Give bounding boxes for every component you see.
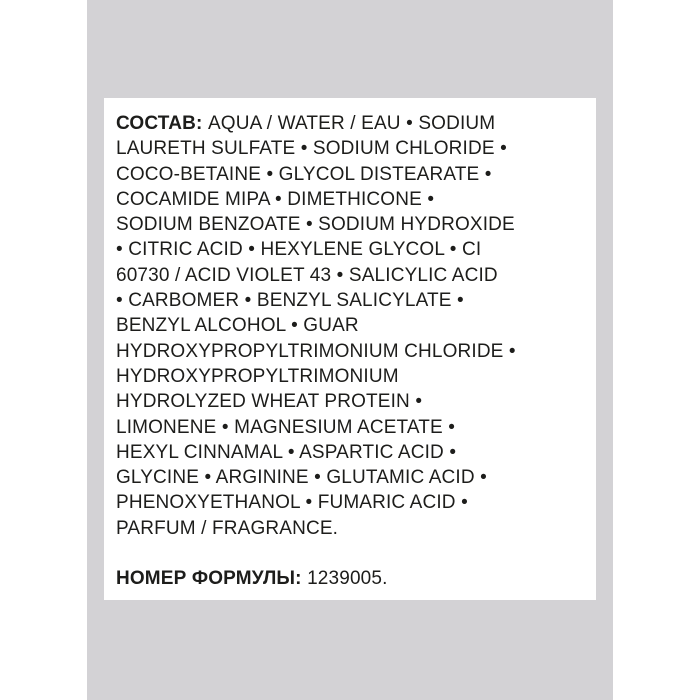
ingredients-line: COCAMIDE MIPA • DIMETHICONE • xyxy=(116,188,435,210)
ingredients-line: PHENOXYETHANOL • FUMARIC ACID • xyxy=(116,492,468,514)
ingredients-line: PARFUM / FRAGRANCE. xyxy=(116,517,339,539)
section-spacer xyxy=(116,541,591,566)
ingredients-line xyxy=(116,111,591,136)
ingredients-line: GLYCINE • ARGININE • GLUTAMIC ACID • xyxy=(116,467,487,489)
ingredients-text xyxy=(116,111,591,592)
ingredients-line: • CARBOMER • BENZYL SALICYLATE • xyxy=(116,290,464,312)
ingredients-line: HYDROLYZED WHEAT PROTEIN • xyxy=(116,391,423,413)
ingredients-line: 60730 / ACID VIOLET 43 • SALICYLIC ACID xyxy=(116,264,498,286)
ingredients-line: HEXYL CINNAMAL • ASPARTIC ACID • xyxy=(116,441,457,463)
ingredients-line: COCO-BETAINE • GLYCOL DISTEARATE • xyxy=(116,163,492,185)
ingredients-line: LIMONENE • MAGNESIUM ACETATE • xyxy=(116,416,456,438)
ingredients-line: HYDROXYPROPYLTRIMONIUM xyxy=(116,365,399,387)
ingredients-line: SODIUM BENZOATE • SODIUM HYDROXIDE xyxy=(116,214,515,236)
ingredients-line: HYDROXYPROPYLTRIMONIUM CHLORIDE • xyxy=(116,340,516,362)
formula-number: 1239005. xyxy=(301,568,388,590)
ingredients-label xyxy=(104,98,596,600)
ingredients-line-text: AQUA / WATER / EAU • SODIUM xyxy=(202,113,496,134)
ingredients-line: • CITRIC ACID • HEXYLENE GLYCOL • CI xyxy=(116,239,482,261)
formula-line xyxy=(116,566,591,591)
formula-heading: НОМЕР ФОРМУЛЫ: xyxy=(116,568,302,590)
composition-heading: СОСТАВ: xyxy=(116,113,203,134)
ingredients-line: LAURETH SULFATE • SODIUM CHLORIDE • xyxy=(116,138,507,160)
ingredients-line: BENZYL ALCOHOL • GUAR xyxy=(116,315,359,337)
